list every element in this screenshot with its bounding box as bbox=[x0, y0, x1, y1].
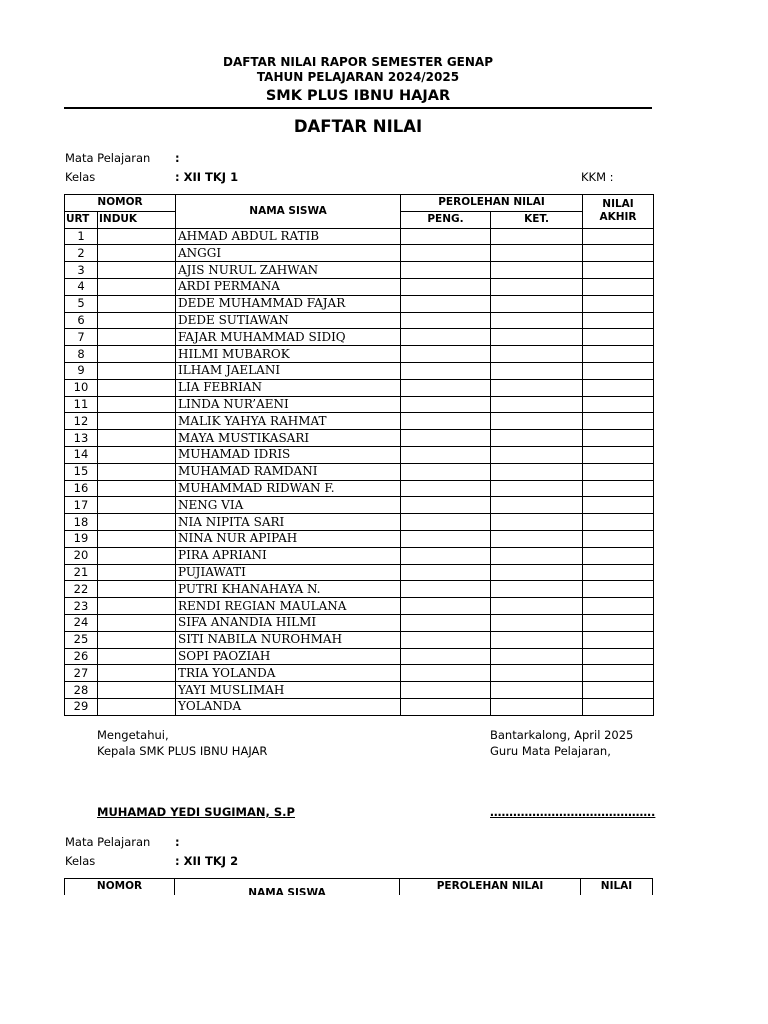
row-peng bbox=[401, 362, 491, 379]
row-ket bbox=[491, 547, 583, 564]
row-induk bbox=[98, 312, 176, 329]
table-row bbox=[65, 278, 654, 295]
row-number: 3 bbox=[65, 262, 98, 279]
row-nilai-akhir bbox=[583, 329, 654, 346]
table-row bbox=[65, 665, 654, 682]
header-divider bbox=[64, 107, 652, 109]
header-induk: INDUK bbox=[98, 211, 176, 228]
row-ket bbox=[491, 396, 583, 413]
class-label: Kelas bbox=[65, 170, 96, 184]
row-nilai-akhir bbox=[583, 547, 654, 564]
row-number: 29 bbox=[65, 698, 98, 715]
row-nilai-akhir bbox=[583, 362, 654, 379]
row-induk bbox=[98, 228, 176, 245]
row-student-name: PIRA APRIANI bbox=[176, 547, 401, 564]
row-induk bbox=[98, 329, 176, 346]
row-nilai-akhir bbox=[583, 379, 654, 396]
kkm-label: KKM : bbox=[581, 170, 614, 184]
row-student-name: ANGGI bbox=[176, 245, 401, 262]
table-row bbox=[65, 430, 654, 447]
row-induk bbox=[98, 346, 176, 363]
class-value-2: : XII TKJ 2 bbox=[175, 854, 239, 868]
row-peng bbox=[401, 682, 491, 699]
row-induk bbox=[98, 497, 176, 514]
row-ket bbox=[491, 614, 583, 631]
row-peng bbox=[401, 228, 491, 245]
table-row bbox=[65, 598, 654, 615]
row-ket bbox=[491, 480, 583, 497]
row-induk bbox=[98, 598, 176, 615]
row-number: 4 bbox=[65, 278, 98, 295]
row-student-name: MAYA MUSTIKASARI bbox=[176, 430, 401, 447]
row-peng bbox=[401, 497, 491, 514]
row-number: 12 bbox=[65, 413, 98, 430]
row-ket bbox=[491, 648, 583, 665]
table-row bbox=[65, 514, 654, 531]
table-row bbox=[65, 631, 654, 648]
row-nilai-akhir bbox=[583, 581, 654, 598]
teacher-signature-line: ……………………………………. bbox=[490, 805, 656, 819]
row-number: 8 bbox=[65, 346, 98, 363]
row-number: 9 bbox=[65, 362, 98, 379]
row-ket bbox=[491, 228, 583, 245]
header-nama-siswa-2: NAMA SISWA bbox=[248, 887, 326, 895]
row-peng bbox=[401, 665, 491, 682]
header-perolehan-nilai: PEROLEHAN NILAI bbox=[401, 195, 583, 212]
row-student-name: AJIS NURUL ZAHWAN bbox=[176, 262, 401, 279]
row-number: 11 bbox=[65, 396, 98, 413]
row-ket bbox=[491, 514, 583, 531]
subject-value-2: : bbox=[175, 835, 180, 849]
row-induk bbox=[98, 379, 176, 396]
row-number: 27 bbox=[65, 665, 98, 682]
table-row bbox=[65, 547, 654, 564]
row-induk bbox=[98, 396, 176, 413]
row-student-name: PUTRI KHANAHAYA N. bbox=[176, 581, 401, 598]
row-peng bbox=[401, 514, 491, 531]
row-nilai-akhir bbox=[583, 312, 654, 329]
header-peng: PENG. bbox=[401, 211, 491, 228]
row-induk bbox=[98, 463, 176, 480]
table-row bbox=[65, 329, 654, 346]
row-student-name: AHMAD ABDUL RATIB bbox=[176, 228, 401, 245]
row-ket bbox=[491, 295, 583, 312]
row-number: 20 bbox=[65, 547, 98, 564]
row-peng bbox=[401, 278, 491, 295]
row-number: 13 bbox=[65, 430, 98, 447]
row-induk bbox=[98, 530, 176, 547]
row-induk bbox=[98, 295, 176, 312]
row-peng bbox=[401, 698, 491, 715]
class-label-2: Kelas bbox=[65, 854, 96, 868]
table-row bbox=[65, 312, 654, 329]
row-nilai-akhir bbox=[583, 346, 654, 363]
row-induk bbox=[98, 682, 176, 699]
table-row bbox=[65, 648, 654, 665]
row-ket bbox=[491, 245, 583, 262]
row-nilai-akhir bbox=[583, 614, 654, 631]
row-peng bbox=[401, 530, 491, 547]
table-2-border bbox=[652, 879, 653, 895]
row-ket bbox=[491, 262, 583, 279]
row-ket bbox=[491, 430, 583, 447]
school-name: SMK PLUS IBNU HAJAR bbox=[265, 88, 451, 104]
row-nilai-akhir bbox=[583, 598, 654, 615]
row-nilai-akhir bbox=[583, 463, 654, 480]
row-ket bbox=[491, 463, 583, 480]
row-nilai-akhir bbox=[583, 698, 654, 715]
table-header-row bbox=[65, 195, 654, 212]
row-peng bbox=[401, 346, 491, 363]
table-row bbox=[65, 379, 654, 396]
row-student-name: YAYI MUSLIMAH bbox=[176, 682, 401, 699]
row-induk bbox=[98, 245, 176, 262]
row-student-name: HILMI MUBAROK bbox=[176, 346, 401, 363]
row-ket bbox=[491, 598, 583, 615]
report-heading: DAFTAR NILAI RAPOR SEMESTER GENAP bbox=[222, 55, 494, 69]
table-row bbox=[65, 245, 654, 262]
row-number: 18 bbox=[65, 514, 98, 531]
row-induk bbox=[98, 413, 176, 430]
row-nilai-akhir bbox=[583, 278, 654, 295]
header-akhir-label: AKHIR bbox=[599, 211, 637, 224]
row-peng bbox=[401, 480, 491, 497]
row-student-name: MUHAMAD RAMDANI bbox=[176, 463, 401, 480]
row-nilai-akhir bbox=[583, 446, 654, 463]
row-student-name: ARDI PERMANA bbox=[176, 278, 401, 295]
head-signature-name: MUHAMAD YEDI SUGIMAN, S.P bbox=[97, 805, 295, 819]
header-nilai-2: NILAI bbox=[600, 880, 633, 892]
row-student-name: ILHAM JAELANI bbox=[176, 362, 401, 379]
row-nilai-akhir bbox=[583, 430, 654, 447]
table-row bbox=[65, 228, 654, 245]
row-induk bbox=[98, 648, 176, 665]
row-induk bbox=[98, 446, 176, 463]
row-ket bbox=[491, 312, 583, 329]
row-peng bbox=[401, 329, 491, 346]
row-number: 7 bbox=[65, 329, 98, 346]
teacher-title: Guru Mata Pelajaran, bbox=[490, 744, 611, 758]
row-peng bbox=[401, 312, 491, 329]
row-ket bbox=[491, 413, 583, 430]
row-number: 25 bbox=[65, 631, 98, 648]
row-number: 19 bbox=[65, 530, 98, 547]
academic-year: TAHUN PELAJARAN 2024/2025 bbox=[256, 70, 460, 84]
subject-value: : bbox=[175, 151, 180, 165]
row-ket bbox=[491, 497, 583, 514]
row-number: 16 bbox=[65, 480, 98, 497]
table-row bbox=[65, 530, 654, 547]
row-induk bbox=[98, 698, 176, 715]
row-number: 26 bbox=[65, 648, 98, 665]
row-nilai-akhir bbox=[583, 228, 654, 245]
table-row bbox=[65, 480, 654, 497]
row-peng bbox=[401, 245, 491, 262]
row-nilai-akhir bbox=[583, 396, 654, 413]
row-ket bbox=[491, 446, 583, 463]
row-peng bbox=[401, 581, 491, 598]
row-ket bbox=[491, 564, 583, 581]
row-nilai-akhir bbox=[583, 530, 654, 547]
row-nilai-akhir bbox=[583, 631, 654, 648]
row-student-name: MALIK YAHYA RAHMAT bbox=[176, 413, 401, 430]
row-student-name: YOLANDA bbox=[176, 698, 401, 715]
table-row bbox=[65, 346, 654, 363]
row-peng bbox=[401, 446, 491, 463]
header-perolehan-nilai-2: PEROLEHAN NILAI bbox=[436, 880, 544, 892]
row-student-name: LIA FEBRIAN bbox=[176, 379, 401, 396]
header-nomor: NOMOR bbox=[65, 195, 176, 212]
row-nilai-akhir bbox=[583, 665, 654, 682]
row-number: 14 bbox=[65, 446, 98, 463]
header-nilai-label: NILAI bbox=[602, 198, 634, 211]
table-row bbox=[65, 682, 654, 699]
row-peng bbox=[401, 547, 491, 564]
row-number: 1 bbox=[65, 228, 98, 245]
table-row bbox=[65, 497, 654, 514]
row-number: 10 bbox=[65, 379, 98, 396]
row-student-name: SOPI PAOZIAH bbox=[176, 648, 401, 665]
table-row bbox=[65, 362, 654, 379]
row-number: 17 bbox=[65, 497, 98, 514]
row-number: 15 bbox=[65, 463, 98, 480]
table-row bbox=[65, 463, 654, 480]
row-student-name: MUHAMAD IDRIS bbox=[176, 446, 401, 463]
place-date: Bantarkalong, April 2025 bbox=[490, 728, 634, 742]
row-number: 5 bbox=[65, 295, 98, 312]
row-induk bbox=[98, 362, 176, 379]
row-nilai-akhir bbox=[583, 564, 654, 581]
row-student-name: SITI NABILA NUROHMAH bbox=[176, 631, 401, 648]
row-peng bbox=[401, 631, 491, 648]
table-row bbox=[65, 614, 654, 631]
row-number: 24 bbox=[65, 614, 98, 631]
row-peng bbox=[401, 463, 491, 480]
subject-label-2: Mata Pelajaran bbox=[65, 835, 151, 849]
row-ket bbox=[491, 329, 583, 346]
row-induk bbox=[98, 278, 176, 295]
row-nilai-akhir bbox=[583, 682, 654, 699]
row-student-name: NIA NIPITA SARI bbox=[176, 514, 401, 531]
header-nomor-2: NOMOR bbox=[96, 880, 143, 892]
row-induk bbox=[98, 480, 176, 497]
row-student-name: NINA NUR APIPAH bbox=[176, 530, 401, 547]
table-row bbox=[65, 413, 654, 430]
row-induk bbox=[98, 665, 176, 682]
row-induk bbox=[98, 581, 176, 598]
row-peng bbox=[401, 614, 491, 631]
row-induk bbox=[98, 614, 176, 631]
row-number: 22 bbox=[65, 581, 98, 598]
table-row bbox=[65, 564, 654, 581]
row-peng bbox=[401, 396, 491, 413]
table-row bbox=[65, 581, 654, 598]
row-induk bbox=[98, 514, 176, 531]
row-ket bbox=[491, 698, 583, 715]
row-student-name: RENDI REGIAN MAULANA bbox=[176, 598, 401, 615]
row-peng bbox=[401, 379, 491, 396]
row-ket bbox=[491, 530, 583, 547]
row-student-name: TRIA YOLANDA bbox=[176, 665, 401, 682]
table-row bbox=[65, 262, 654, 279]
row-peng bbox=[401, 564, 491, 581]
row-student-name: DEDE SUTIAWAN bbox=[176, 312, 401, 329]
row-ket bbox=[491, 581, 583, 598]
row-peng bbox=[401, 295, 491, 312]
row-student-name: DEDE MUHAMMAD FAJAR bbox=[176, 295, 401, 312]
row-number: 6 bbox=[65, 312, 98, 329]
grades-table bbox=[64, 194, 654, 716]
row-ket bbox=[491, 362, 583, 379]
table-row bbox=[65, 446, 654, 463]
row-peng bbox=[401, 648, 491, 665]
row-peng bbox=[401, 413, 491, 430]
row-nilai-akhir bbox=[583, 480, 654, 497]
grades-table-2-header bbox=[64, 878, 653, 895]
class-value: : XII TKJ 1 bbox=[175, 170, 239, 184]
header-nilai-akhir bbox=[583, 195, 654, 229]
row-ket bbox=[491, 379, 583, 396]
row-peng bbox=[401, 430, 491, 447]
row-student-name: PUJIAWATI bbox=[176, 564, 401, 581]
header-ket: KET. bbox=[491, 211, 583, 228]
row-induk bbox=[98, 631, 176, 648]
row-peng bbox=[401, 598, 491, 615]
row-ket bbox=[491, 346, 583, 363]
row-nilai-akhir bbox=[583, 245, 654, 262]
row-student-name: LINDA NUR’AENI bbox=[176, 396, 401, 413]
row-induk bbox=[98, 547, 176, 564]
row-nilai-akhir bbox=[583, 648, 654, 665]
header-nama-siswa: NAMA SISWA bbox=[176, 195, 401, 229]
table-row bbox=[65, 396, 654, 413]
row-number: 2 bbox=[65, 245, 98, 262]
row-student-name: FAJAR MUHAMMAD SIDIQ bbox=[176, 329, 401, 346]
row-induk bbox=[98, 564, 176, 581]
row-nilai-akhir bbox=[583, 497, 654, 514]
table-row bbox=[65, 698, 654, 715]
row-nilai-akhir bbox=[583, 413, 654, 430]
row-student-name: SIFA ANANDIA HILMI bbox=[176, 614, 401, 631]
table-row bbox=[65, 295, 654, 312]
row-ket bbox=[491, 278, 583, 295]
row-ket bbox=[491, 665, 583, 682]
row-number: 23 bbox=[65, 598, 98, 615]
row-nilai-akhir bbox=[583, 295, 654, 312]
row-ket bbox=[491, 682, 583, 699]
row-ket bbox=[491, 631, 583, 648]
row-induk bbox=[98, 262, 176, 279]
row-student-name: MUHAMMAD RIDWAN F. bbox=[176, 480, 401, 497]
row-nilai-akhir bbox=[583, 514, 654, 531]
acknowledged-label: Mengetahui, bbox=[97, 728, 169, 742]
row-induk bbox=[98, 430, 176, 447]
row-number: 28 bbox=[65, 682, 98, 699]
row-peng bbox=[401, 262, 491, 279]
row-number: 21 bbox=[65, 564, 98, 581]
subject-label: Mata Pelajaran bbox=[65, 151, 151, 165]
page-title: DAFTAR NILAI bbox=[293, 117, 423, 136]
header-urt: URT bbox=[65, 211, 98, 228]
row-student-name: NENG VIA bbox=[176, 497, 401, 514]
row-nilai-akhir bbox=[583, 262, 654, 279]
head-title: Kepala SMK PLUS IBNU HAJAR bbox=[97, 744, 268, 758]
